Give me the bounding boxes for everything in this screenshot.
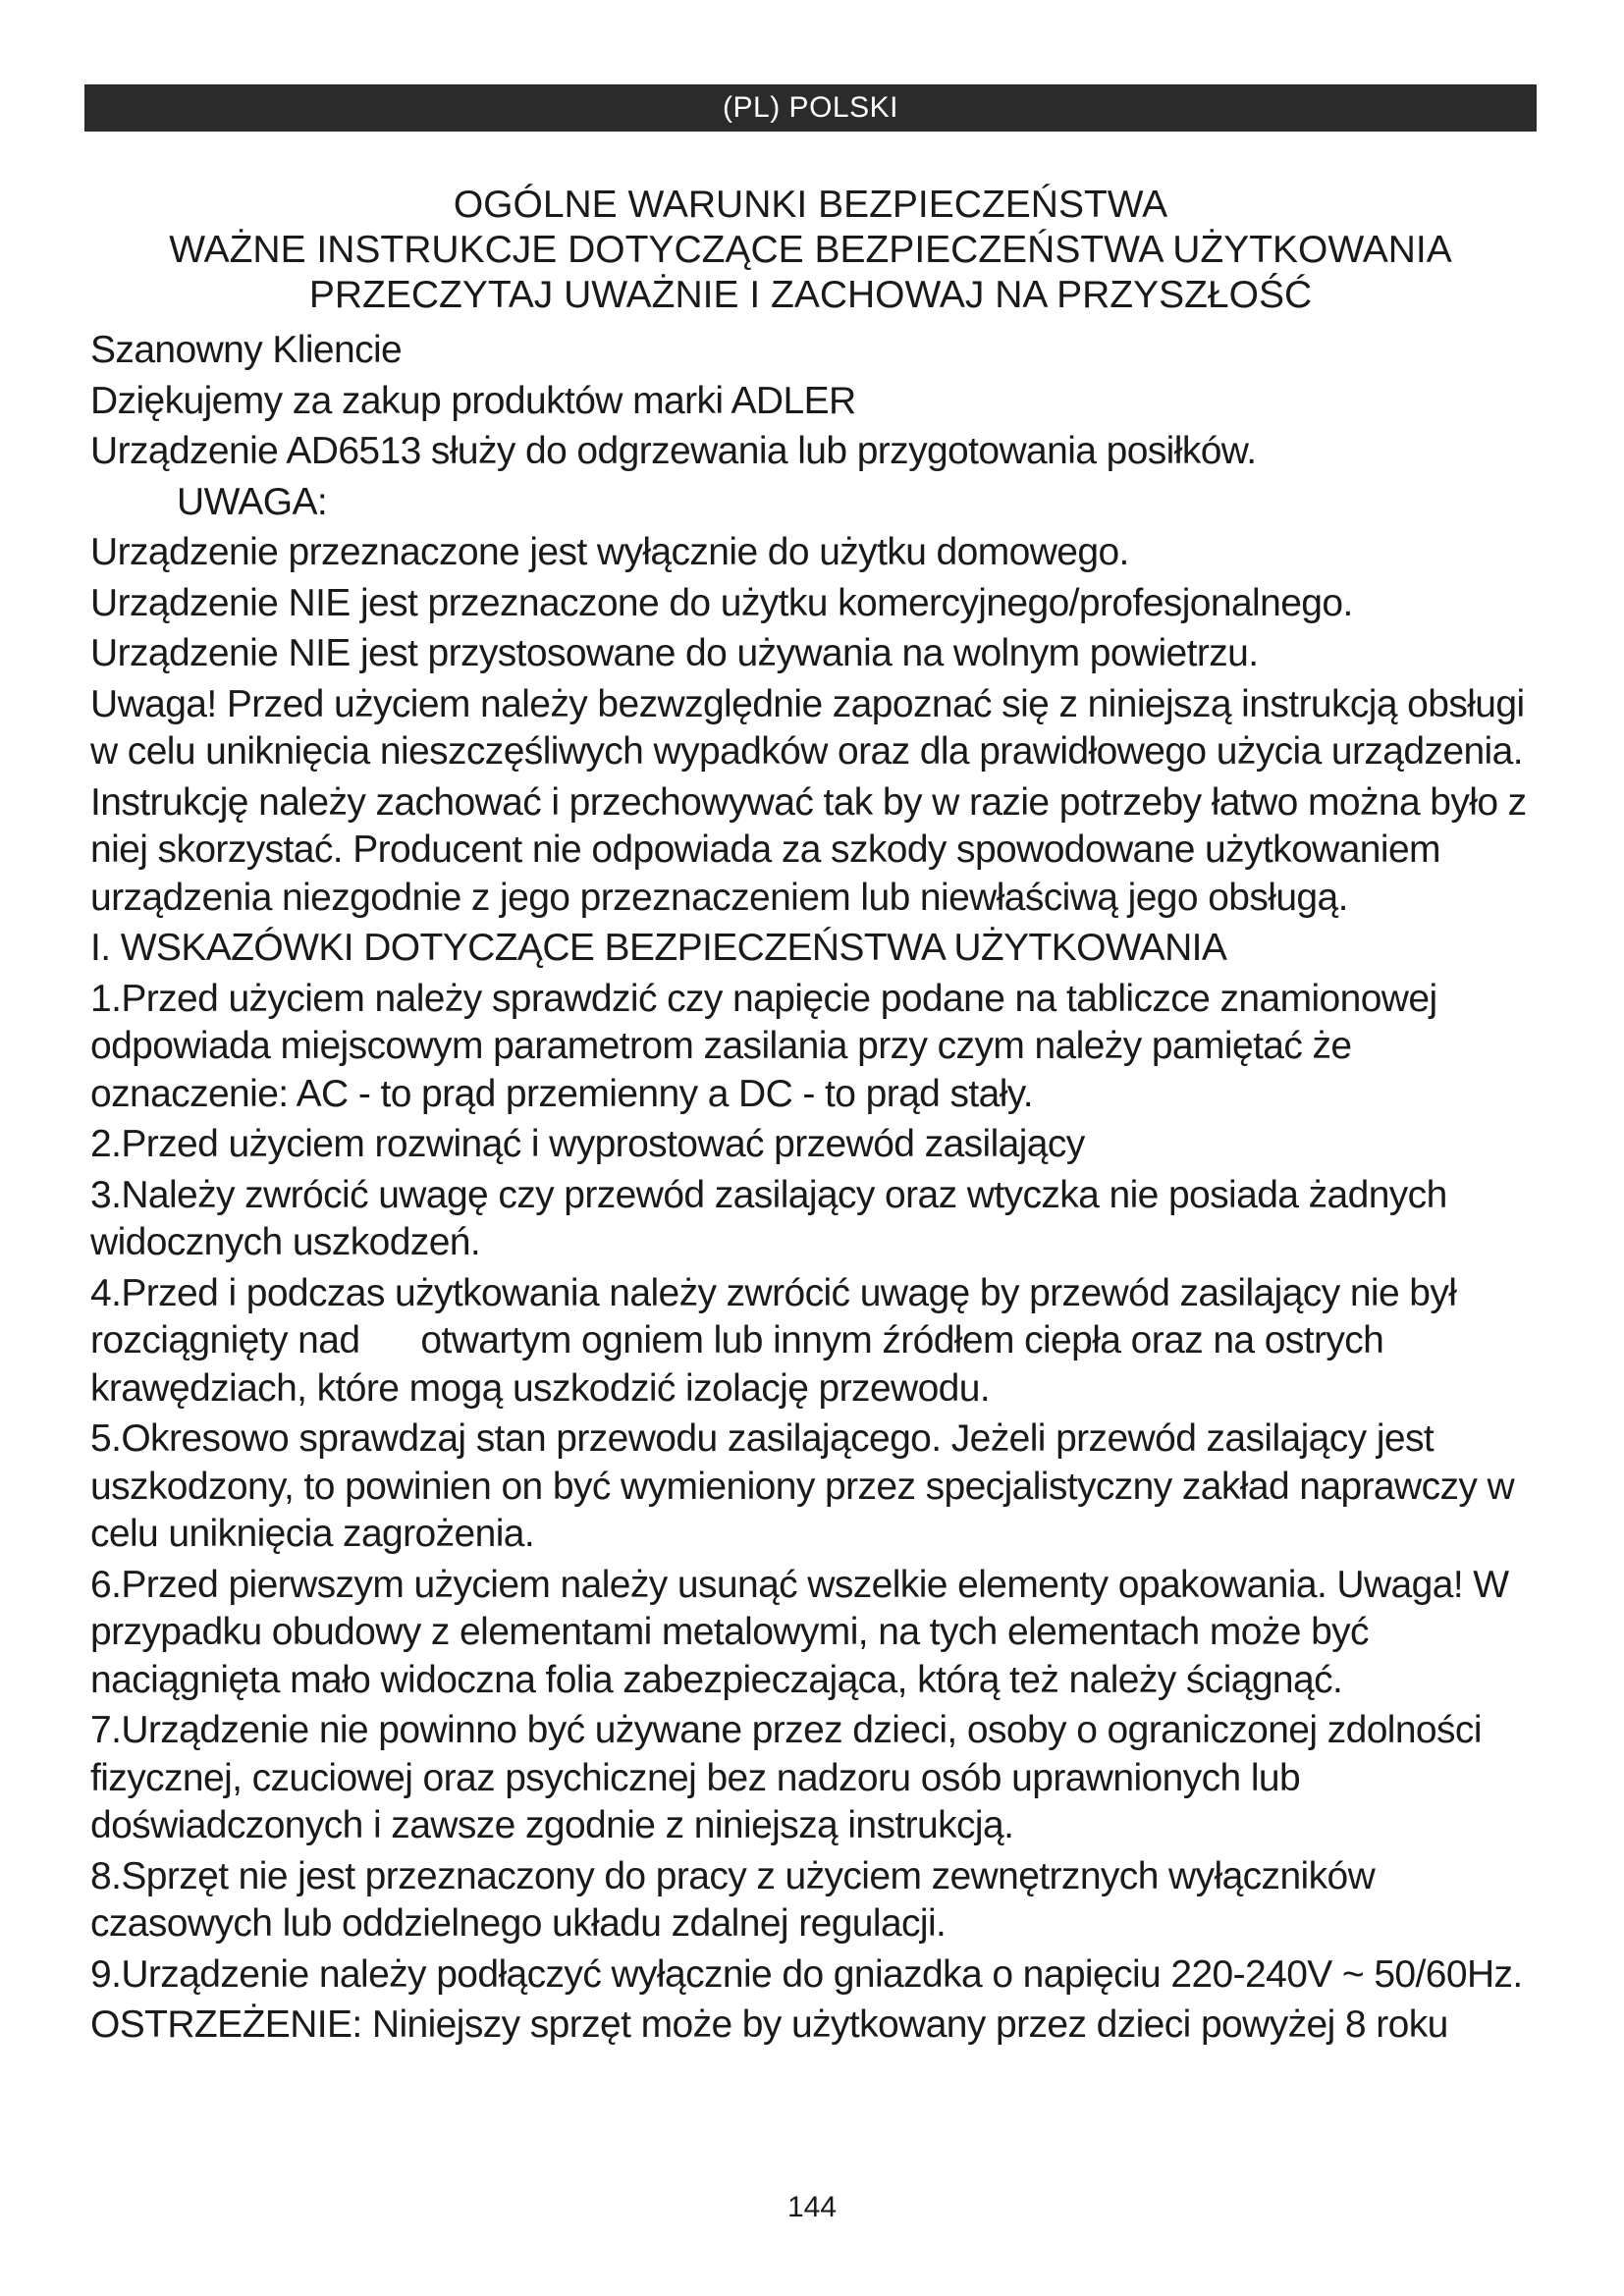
not-outdoor-line: Urządzenie NIE jest przystosowane do używania na wolnym powietrzu.	[90, 632, 1259, 674]
safety-item-4-part2: otwartym ogniem lub innym źródłem ciepła oraz na ostrych krawędziach, które mogą uszkodzić izolację przewodu.	[90, 1319, 1384, 1410]
safety-item-8: 8.Sprzęt nie jest przeznaczony do pracy z użyciem zewnętrznych wyłączników czasowych lub oddzielnego układu zdalnej regulacji.	[90, 1854, 1376, 1945]
safety-item-1: 1.Przed użyciem należy sprawdzić czy napięcie podane na tabliczce znamionowej odpowiada miejscowym parametrom zasilania przy czym należy pamiętać że oznaczenie: AC - to prąd przemienny a DC - to prąd stały.	[90, 977, 1437, 1115]
title-read-carefully: PRZECZYTAJ UWAŻNIE I ZACHOWAJ NA PRZYSZŁOŚĆ	[308, 274, 1313, 316]
title-block	[84, 183, 1537, 318]
safety-item-6: 6.Przed pierwszym użyciem należy usunąć wszelkie elementy opakowania. Uwaga! W przypadku obudowy z elementami metalowymi, na tych elementach może być naciągnięta mało widoczna folia zabezpieczająca, którą też należy ściągnąć.	[90, 1563, 1509, 1701]
domestic-use-line: Urządzenie przeznaczone jest wyłącznie do użytku domowego.	[90, 531, 1129, 573]
safety-item-4-part1: 4.Przed i podczas użytkowania należy zwrócić uwagę by przewód zasilający nie był rozciągnięty nad	[90, 1271, 1457, 1362]
safety-item-5: 5.Okresowo sprawdzaj stan przewodu zasilającego. Jeżeli przewód zasilający jest uszkodzony, to powinien on być wymieniony przez specjalistyczny zakład naprawczy w celu uniknięcia zagrożenia.	[90, 1417, 1515, 1555]
manual-body	[90, 327, 1543, 2053]
keep-manual-paragraph: Instrukcję należy zachować i przechowywać tak by w razie potrzeby łatwo można było z niej skorzystać. Producent nie odpowiada za szkody spowodowane użytkowaniem urządzenia niezgodnie z jego przeznaczeniem lub niewłaściwą jego obsługą.	[90, 780, 1527, 919]
safety-item-9: 9.Urządzenie należy podłączyć wyłącznie do gniazdka o napięciu 220-240V ~ 50/60Hz.	[90, 1952, 1523, 1996]
purpose-line: Urządzenie AD6513 służy do odgrzewania lub przygotowania posiłków.	[90, 430, 1257, 472]
safety-item-7: 7.Urządzenie nie powinno być używane przez dzieci, osoby o ograniczonej zdolności fizycznej, czuciowej oraz psychicznej bez nadzoru osób uprawnionych lub doświadczonych i zawsze zgodnie z niniejszą instrukcją.	[90, 1709, 1482, 1846]
read-manual-paragraph: Uwaga! Przed użyciem należy bezwzględnie zapoznać się z niniejszą instrukcją obsługi w celu uniknięcia nieszczęśliwych wypadków oraz dla prawidłowego użycia urządzenia.	[90, 682, 1525, 773]
attention-label: UWAGA:	[177, 480, 328, 523]
language-header-bar: (PL) POLSKI	[84, 84, 1537, 132]
title-general-safety: OGÓLNE WARUNKI BEZPIECZEŃSTWA	[453, 184, 1168, 226]
safety-item-2: 2.Przed użyciem rozwinąć i wyprostować przewód zasilający	[90, 1123, 1085, 1165]
thanks-line: Dziękujemy za zakup produktów marki ADLER	[90, 379, 856, 422]
safety-item-3: 3.Należy zwrócić uwagę czy przewód zasilający oraz wtyczka nie posiada żadnych widocznych uszkodzeń.	[90, 1173, 1447, 1263]
not-commercial-line: Urządzenie NIE jest przeznaczone do użytku komercyjnego/profesjonalnego.	[90, 581, 1353, 624]
warning-line: OSTRZEŻENIE: Niniejszy sprzęt może by użytkowany przez dzieci powyżej 8 roku	[90, 2003, 1448, 2046]
section-heading: I. WSKAZÓWKI DOTYCZĄCE BEZPIECZEŃSTWA UŻYTKOWANIA	[90, 927, 1227, 969]
greeting-line: Szanowny Kliencie	[90, 329, 403, 371]
title-important-instructions: WAŻNE INSTRUKCJE DOTYCZĄCE BEZPIECZEŃSTWA UŻYTKOWANIA	[169, 229, 1452, 271]
page-number: 144	[786, 2191, 838, 2223]
safety-item-4	[90, 1270, 1543, 1414]
